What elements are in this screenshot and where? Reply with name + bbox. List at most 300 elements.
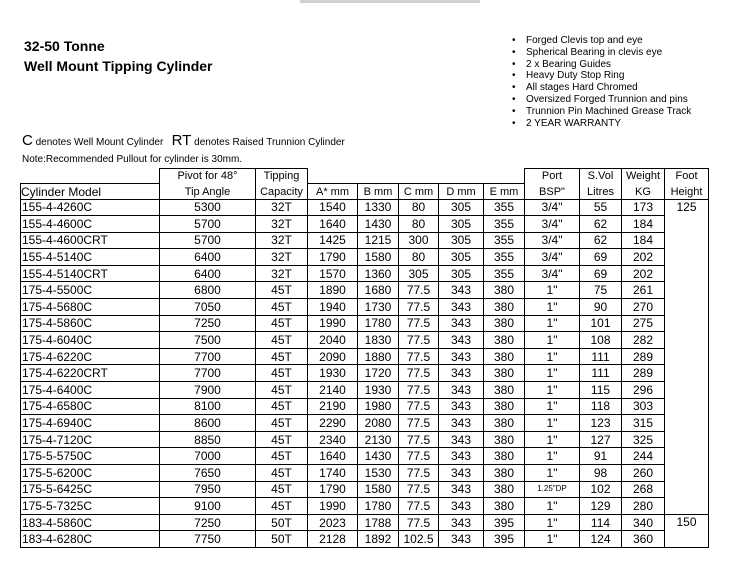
title-line-2: Well Mount Tipping Cylinder <box>24 58 213 74</box>
cell-svol: 75 <box>580 282 622 299</box>
cell-e: 380 <box>484 415 525 432</box>
cell-model: 175-4-5680C <box>21 299 160 316</box>
header-blank <box>308 169 358 184</box>
cell-foot-height: 125 <box>665 199 709 216</box>
cell-b: 1780 <box>358 315 399 332</box>
table-header-row-2 <box>21 183 709 199</box>
cell-foot-height <box>665 398 709 415</box>
cell-e: 380 <box>484 398 525 415</box>
header-blank <box>21 169 160 184</box>
cell-capacity: 45T <box>256 415 308 432</box>
cell-a: 1740 <box>308 465 358 482</box>
cell-model: 175-4-6220CRT <box>21 365 160 382</box>
legend-c-code: C <box>22 132 33 149</box>
cell-svol: 129 <box>580 498 622 515</box>
cell-model: 175-4-6220C <box>21 348 160 365</box>
cell-e: 380 <box>484 299 525 316</box>
feature-item: • Trunnion Pin Machined Grease Track <box>512 106 717 118</box>
cell-model: 183-4-5860C <box>21 514 160 531</box>
cell-svol: 69 <box>580 265 622 282</box>
cell-capacity: 45T <box>256 299 308 316</box>
feature-list <box>512 35 717 129</box>
cell-capacity: 45T <box>256 481 308 498</box>
cell-foot-height <box>665 315 709 332</box>
cell-port: 1" <box>525 332 580 349</box>
cell-weight: 173 <box>622 199 665 216</box>
cell-d: 343 <box>439 348 484 365</box>
cell-a: 2023 <box>308 514 358 531</box>
cell-model: 175-5-6200C <box>21 465 160 482</box>
cell-model: 155-4-4260C <box>21 199 160 216</box>
cell-b: 1880 <box>358 348 399 365</box>
cell-pivot: 5700 <box>160 216 256 233</box>
cell-model: 155-4-5140CRT <box>21 265 160 282</box>
cell-svol: 114 <box>580 514 622 531</box>
header-port-line1: Port <box>525 169 580 184</box>
header-foot-line2: Height <box>665 183 709 199</box>
cell-b: 2080 <box>358 415 399 432</box>
legend-rt-text: denotes Raised Trunnion Cylinder <box>194 137 345 148</box>
cell-a: 1930 <box>308 365 358 382</box>
cell-weight: 360 <box>622 531 665 548</box>
cell-a: 1940 <box>308 299 358 316</box>
cell-svol: 115 <box>580 382 622 399</box>
cell-a: 2190 <box>308 398 358 415</box>
cell-c: 80 <box>399 199 439 216</box>
cell-weight: 315 <box>622 415 665 432</box>
cell-a: 2340 <box>308 431 358 448</box>
cell-capacity: 32T <box>256 249 308 266</box>
cell-port: 1" <box>525 348 580 365</box>
cell-pivot: 7950 <box>160 481 256 498</box>
cell-pivot: 9100 <box>160 498 256 515</box>
cell-a: 1990 <box>308 315 358 332</box>
cell-c: 80 <box>399 249 439 266</box>
cell-b: 1830 <box>358 332 399 349</box>
cell-c: 77.5 <box>399 382 439 399</box>
cell-d: 343 <box>439 332 484 349</box>
cell-pivot: 6400 <box>160 265 256 282</box>
cell-capacity: 50T <box>256 531 308 548</box>
feature-item: • 2 x Bearing Guides <box>512 59 717 71</box>
cell-d: 343 <box>439 299 484 316</box>
table-row <box>21 199 709 216</box>
cell-port: 1.25"DP <box>525 481 580 498</box>
cell-model: 175-4-5500C <box>21 282 160 299</box>
cell-port: 3/4" <box>525 232 580 249</box>
cell-c: 77.5 <box>399 398 439 415</box>
cell-model: 183-4-6280C <box>21 531 160 548</box>
header-blank <box>358 169 399 184</box>
cell-b: 1430 <box>358 216 399 233</box>
cell-c: 102.5 <box>399 531 439 548</box>
cell-capacity: 32T <box>256 265 308 282</box>
cell-a: 1890 <box>308 282 358 299</box>
cell-svol: 98 <box>580 465 622 482</box>
table-row <box>21 249 709 266</box>
cell-d: 343 <box>439 531 484 548</box>
table-row <box>21 465 709 482</box>
cell-e: 380 <box>484 448 525 465</box>
cell-capacity: 32T <box>256 199 308 216</box>
legend-rt-code: RT <box>171 132 192 149</box>
cell-b: 1892 <box>358 531 399 548</box>
cell-model: 155-4-5140C <box>21 249 160 266</box>
cell-b: 1215 <box>358 232 399 249</box>
cell-e: 380 <box>484 382 525 399</box>
cell-d: 305 <box>439 199 484 216</box>
cell-c: 305 <box>399 265 439 282</box>
cell-port: 1" <box>525 514 580 531</box>
cell-weight: 184 <box>622 232 665 249</box>
cell-weight: 289 <box>622 348 665 365</box>
cell-b: 1430 <box>358 448 399 465</box>
cell-d: 305 <box>439 265 484 282</box>
cell-c: 77.5 <box>399 282 439 299</box>
cell-d: 343 <box>439 282 484 299</box>
cell-b: 1530 <box>358 465 399 482</box>
cell-pivot: 8850 <box>160 431 256 448</box>
table-row <box>21 382 709 399</box>
cell-model: 175-5-5750C <box>21 448 160 465</box>
cell-a: 1790 <box>308 481 358 498</box>
cell-a: 1640 <box>308 448 358 465</box>
cell-model: 175-4-5860C <box>21 315 160 332</box>
cell-foot-height <box>665 498 709 515</box>
table-row <box>21 365 709 382</box>
cell-svol: 124 <box>580 531 622 548</box>
feature-item: • Forged Clevis top and eye <box>512 35 717 47</box>
table-row <box>21 498 709 515</box>
cell-weight: 184 <box>622 216 665 233</box>
cell-b: 1780 <box>358 498 399 515</box>
title-line-1: 32-50 Tonne <box>24 38 105 54</box>
header-pivot-line2: Tip Angle <box>160 183 256 199</box>
cell-a: 2290 <box>308 415 358 432</box>
table-row <box>21 282 709 299</box>
cell-e: 380 <box>484 315 525 332</box>
cell-foot-height <box>665 448 709 465</box>
cell-weight: 202 <box>622 249 665 266</box>
feature-item: • 2 YEAR WARRANTY <box>512 118 717 130</box>
cell-e: 380 <box>484 332 525 349</box>
cell-capacity: 45T <box>256 315 308 332</box>
top-divider <box>300 0 480 3</box>
cell-pivot: 7650 <box>160 465 256 482</box>
cell-foot-height <box>665 232 709 249</box>
cell-pivot: 7050 <box>160 299 256 316</box>
header-svol-line2: Litres <box>580 183 622 199</box>
cell-e: 380 <box>484 348 525 365</box>
header-c-mm: C mm <box>399 183 439 199</box>
cell-capacity: 45T <box>256 448 308 465</box>
cell-capacity: 45T <box>256 348 308 365</box>
cell-foot-height <box>665 348 709 365</box>
cell-port: 1" <box>525 431 580 448</box>
cell-d: 305 <box>439 216 484 233</box>
cell-model: 155-4-4600C <box>21 216 160 233</box>
cell-d: 343 <box>439 514 484 531</box>
table-row <box>21 514 709 531</box>
cell-capacity: 32T <box>256 216 308 233</box>
cell-e: 395 <box>484 531 525 548</box>
cell-model: 175-4-6040C <box>21 332 160 349</box>
cell-c: 77.5 <box>399 348 439 365</box>
cell-port: 1" <box>525 382 580 399</box>
header-blank <box>439 169 484 184</box>
cell-svol: 55 <box>580 199 622 216</box>
cell-port: 1" <box>525 531 580 548</box>
table-row <box>21 398 709 415</box>
cell-c: 77.5 <box>399 299 439 316</box>
cell-c: 77.5 <box>399 332 439 349</box>
table-header-row-1 <box>21 169 709 184</box>
cell-port: 3/4" <box>525 199 580 216</box>
cell-b: 1680 <box>358 282 399 299</box>
cell-svol: 108 <box>580 332 622 349</box>
cell-svol: 118 <box>580 398 622 415</box>
cell-b: 1788 <box>358 514 399 531</box>
cell-foot-height <box>665 249 709 266</box>
feature-item: • Spherical Bearing in clevis eye <box>512 47 717 59</box>
cell-weight: 303 <box>622 398 665 415</box>
cell-d: 343 <box>439 481 484 498</box>
cell-port: 1" <box>525 398 580 415</box>
cell-b: 1360 <box>358 265 399 282</box>
cell-model: 155-4-4600CRT <box>21 232 160 249</box>
header-weight-line2: KG <box>622 183 665 199</box>
cell-e: 355 <box>484 216 525 233</box>
cell-d: 343 <box>439 448 484 465</box>
cell-model: 175-5-6425C <box>21 481 160 498</box>
header-tipping-line1: Tipping <box>256 169 308 184</box>
table-row <box>21 431 709 448</box>
cell-svol: 102 <box>580 481 622 498</box>
cell-weight: 202 <box>622 265 665 282</box>
cell-port: 1" <box>525 299 580 316</box>
table-row <box>21 216 709 233</box>
cell-model: 175-4-6940C <box>21 415 160 432</box>
header-blank <box>399 169 439 184</box>
table-row <box>21 265 709 282</box>
cell-c: 77.5 <box>399 465 439 482</box>
cell-svol: 90 <box>580 299 622 316</box>
cell-a: 1425 <box>308 232 358 249</box>
cell-c: 77.5 <box>399 415 439 432</box>
cell-b: 1720 <box>358 365 399 382</box>
cell-d: 343 <box>439 431 484 448</box>
pullout-note: Note:Recommended Pullout for cylinder is 30mm. <box>22 154 243 165</box>
cell-e: 380 <box>484 282 525 299</box>
cell-foot-height: 150 <box>665 514 709 531</box>
cell-capacity: 32T <box>256 232 308 249</box>
cell-svol: 62 <box>580 216 622 233</box>
cell-foot-height <box>665 431 709 448</box>
cell-weight: 325 <box>622 431 665 448</box>
feature-item: • All stages Hard Chromed <box>512 82 717 94</box>
cell-port: 3/4" <box>525 265 580 282</box>
header-cylinder-model: Cylinder Model <box>21 183 160 199</box>
cell-model: 175-5-7325C <box>21 498 160 515</box>
feature-item: • Heavy Duty Stop Ring <box>512 70 717 82</box>
table-row <box>21 481 709 498</box>
cell-model: 175-4-6580C <box>21 398 160 415</box>
cell-a: 2128 <box>308 531 358 548</box>
header-e-mm: E mm <box>484 183 525 199</box>
feature-item: • Oversized Forged Trunnion and pins <box>512 94 717 106</box>
cell-c: 77.5 <box>399 448 439 465</box>
cell-pivot: 6400 <box>160 249 256 266</box>
header-d-mm: D mm <box>439 183 484 199</box>
cell-port: 1" <box>525 415 580 432</box>
cell-weight: 280 <box>622 498 665 515</box>
cell-a: 1990 <box>308 498 358 515</box>
code-legend <box>22 133 345 151</box>
cell-model: 175-4-7120C <box>21 431 160 448</box>
cell-port: 1" <box>525 465 580 482</box>
cell-c: 80 <box>399 216 439 233</box>
cell-foot-height <box>665 299 709 316</box>
cell-d: 343 <box>439 382 484 399</box>
cell-e: 380 <box>484 465 525 482</box>
table-row <box>21 332 709 349</box>
cell-pivot: 8100 <box>160 398 256 415</box>
cell-b: 2130 <box>358 431 399 448</box>
cell-svol: 111 <box>580 348 622 365</box>
cell-weight: 270 <box>622 299 665 316</box>
cell-e: 380 <box>484 431 525 448</box>
cell-e: 355 <box>484 265 525 282</box>
table-row <box>21 415 709 432</box>
cell-c: 300 <box>399 232 439 249</box>
table-row <box>21 448 709 465</box>
cell-d: 343 <box>439 465 484 482</box>
cell-svol: 123 <box>580 415 622 432</box>
cell-weight: 340 <box>622 514 665 531</box>
cell-pivot: 7700 <box>160 365 256 382</box>
cell-pivot: 7500 <box>160 332 256 349</box>
cell-svol: 69 <box>580 249 622 266</box>
cell-weight: 244 <box>622 448 665 465</box>
cell-pivot: 5300 <box>160 199 256 216</box>
header-svol-line1: S.Vol <box>580 169 622 184</box>
cell-capacity: 45T <box>256 498 308 515</box>
header-foot-line1: Foot <box>665 169 709 184</box>
cell-pivot: 7000 <box>160 448 256 465</box>
document-title <box>24 36 212 76</box>
cell-pivot: 7250 <box>160 315 256 332</box>
cell-b: 1580 <box>358 249 399 266</box>
header-port-line2: BSP" <box>525 183 580 199</box>
cell-a: 1640 <box>308 216 358 233</box>
cell-d: 343 <box>439 315 484 332</box>
cell-weight: 261 <box>622 282 665 299</box>
cell-a: 1790 <box>308 249 358 266</box>
cell-d: 343 <box>439 398 484 415</box>
cell-b: 1980 <box>358 398 399 415</box>
cell-pivot: 7750 <box>160 531 256 548</box>
cell-port: 1" <box>525 282 580 299</box>
cell-e: 355 <box>484 199 525 216</box>
cell-weight: 260 <box>622 465 665 482</box>
cell-foot-height <box>665 265 709 282</box>
cell-d: 343 <box>439 365 484 382</box>
cell-model: 175-4-6400C <box>21 382 160 399</box>
cell-capacity: 45T <box>256 431 308 448</box>
cell-port: 1" <box>525 448 580 465</box>
cell-b: 1730 <box>358 299 399 316</box>
cell-pivot: 8600 <box>160 415 256 432</box>
header-b-mm: B mm <box>358 183 399 199</box>
cell-e: 355 <box>484 249 525 266</box>
header-pivot-line1: Pivot for 48° <box>160 169 256 184</box>
cell-port: 1" <box>525 315 580 332</box>
header-weight-line1: Weight <box>622 169 665 184</box>
cell-svol: 62 <box>580 232 622 249</box>
cell-foot-height <box>665 365 709 382</box>
cell-port: 1" <box>525 365 580 382</box>
cell-foot-height <box>665 465 709 482</box>
table-row <box>21 299 709 316</box>
cell-capacity: 45T <box>256 382 308 399</box>
header-a-mm: A* mm <box>308 183 358 199</box>
cell-foot-height <box>665 382 709 399</box>
cell-e: 380 <box>484 365 525 382</box>
cell-a: 2040 <box>308 332 358 349</box>
cell-pivot: 6800 <box>160 282 256 299</box>
cell-c: 77.5 <box>399 431 439 448</box>
cell-b: 1330 <box>358 199 399 216</box>
cell-capacity: 45T <box>256 365 308 382</box>
cell-pivot: 5700 <box>160 232 256 249</box>
cell-c: 77.5 <box>399 315 439 332</box>
cell-d: 343 <box>439 498 484 515</box>
cell-foot-height <box>665 216 709 233</box>
cell-pivot: 7900 <box>160 382 256 399</box>
cell-weight: 282 <box>622 332 665 349</box>
cell-a: 1570 <box>308 265 358 282</box>
header-blank <box>484 169 525 184</box>
table-row <box>21 232 709 249</box>
cell-svol: 91 <box>580 448 622 465</box>
cell-port: 1" <box>525 498 580 515</box>
cell-svol: 101 <box>580 315 622 332</box>
cell-c: 77.5 <box>399 481 439 498</box>
cell-b: 1930 <box>358 382 399 399</box>
cell-e: 380 <box>484 481 525 498</box>
cell-e: 355 <box>484 232 525 249</box>
cell-foot-height <box>665 332 709 349</box>
cell-e: 380 <box>484 498 525 515</box>
cell-d: 305 <box>439 249 484 266</box>
cell-d: 343 <box>439 415 484 432</box>
cell-capacity: 45T <box>256 465 308 482</box>
cell-weight: 289 <box>622 365 665 382</box>
cell-capacity: 45T <box>256 332 308 349</box>
cell-port: 3/4" <box>525 216 580 233</box>
cell-weight: 268 <box>622 481 665 498</box>
cell-foot-height <box>665 531 709 548</box>
cell-foot-height <box>665 282 709 299</box>
legend-c-text: denotes Well Mount Cylinder <box>35 137 164 148</box>
cell-foot-height <box>665 415 709 432</box>
table-body <box>21 199 709 547</box>
cell-port: 3/4" <box>525 249 580 266</box>
cell-c: 77.5 <box>399 365 439 382</box>
table-row <box>21 315 709 332</box>
cell-a: 1540 <box>308 199 358 216</box>
cell-b: 1580 <box>358 481 399 498</box>
